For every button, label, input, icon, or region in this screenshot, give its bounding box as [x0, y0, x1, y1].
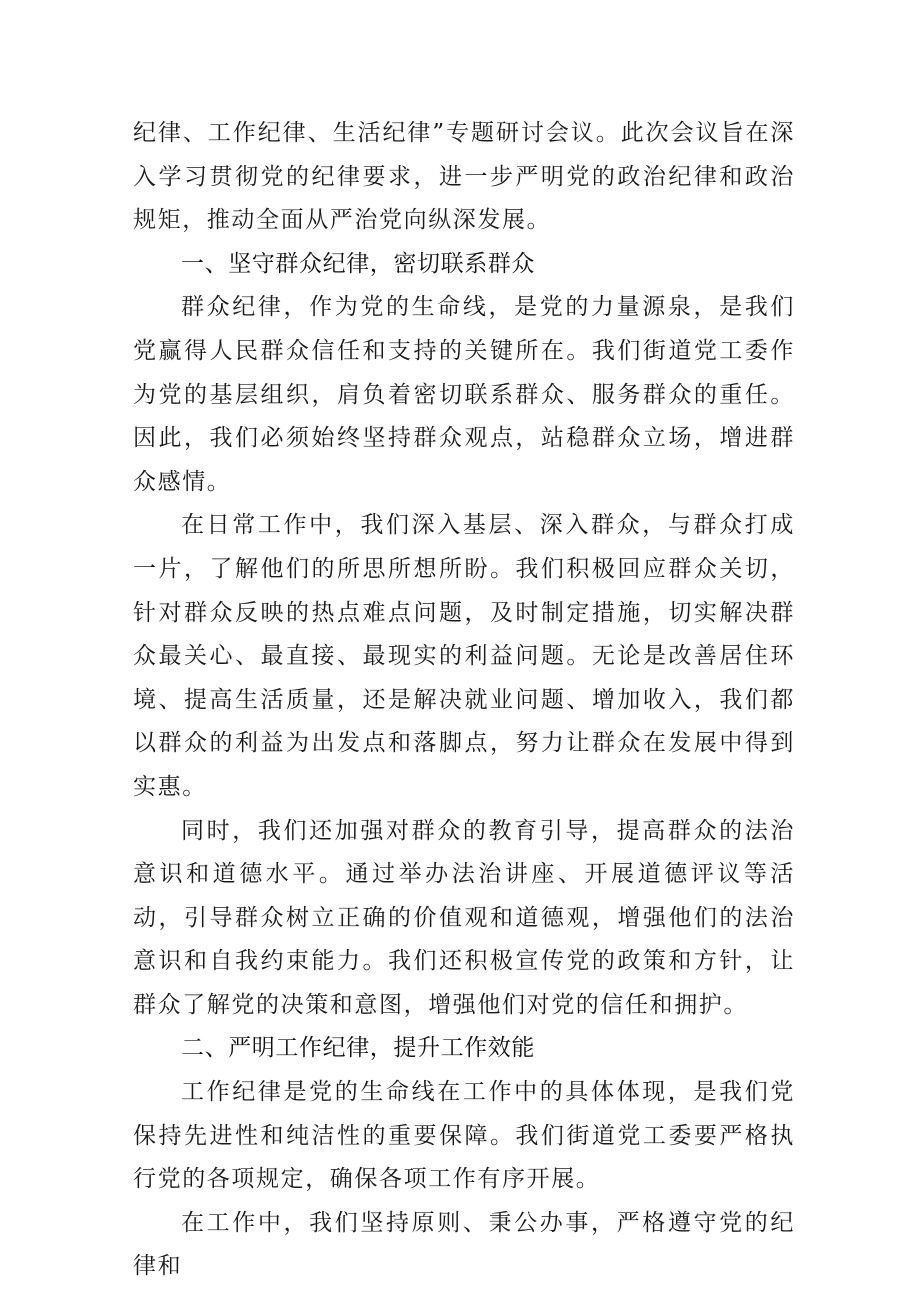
paragraph-work-principles: 在工作中，我们坚持原则、秉公办事，严格遵守党的纪律和	[133, 1209, 795, 1280]
paragraph-education-guidance: 同时，我们还加强对群众的教育引导，提高群众的法治意识和道德水平。通过举办法治讲座、开展道德评议等活动，引导群众树立正确的价值观和道德观，增强他们的法治意识和自我约束能力。我们还积极宣传党的政策和方针，让群众了解党的决策和意图，增强他们对党的信任和拥护。	[133, 817, 795, 1018]
paragraph-daily-work: 在日常工作中，我们深入基层、深入群众，与群众打成一片，了解他们的所思所想所盼。我们积极回应群众关切，针对群众反映的热点难点问题，及时制定措施，切实解决群众最关心、最直接、最现实的利益问题。无论是改善居住环境、提高生活质量，还是解决就业问题、增加收入，我们都以群众的利益为出发点和落脚点，努力让群众在发展中得到实惠。	[133, 512, 795, 800]
paragraph-work-discipline: 工作纪律是党的生命线在工作中的具体体现，是我们党保持先进性和纯洁性的重要保障。我们街道党工委要严格执行党的各项规定，确保各项工作有序开展。	[133, 1079, 795, 1193]
document-body	[133, 112, 795, 1289]
section-heading-1: 一、坚守群众纪律，密切联系群众	[181, 250, 535, 277]
paragraph-mass-discipline: 群众纪律，作为党的生命线，是党的力量源泉，是我们党赢得人民群众信任和支持的关键所在。我们街道党工委作为党的基层组织，肩负着密切联系群众、服务群众的重任。因此，我们必须始终坚持群众观点，站稳群众立场，增进群众感情。	[133, 294, 795, 495]
paragraph-intro-continued: 纪律、工作纪律、生活纪律”专题研讨会议。此次会议旨在深入学习贯彻党的纪律要求，进一步严明党的政治纪律和政治规矩，推动全面从严治党向纵深发展。	[133, 120, 795, 234]
section-heading-2: 二、严明工作纪律，提升工作效能	[181, 1035, 535, 1062]
